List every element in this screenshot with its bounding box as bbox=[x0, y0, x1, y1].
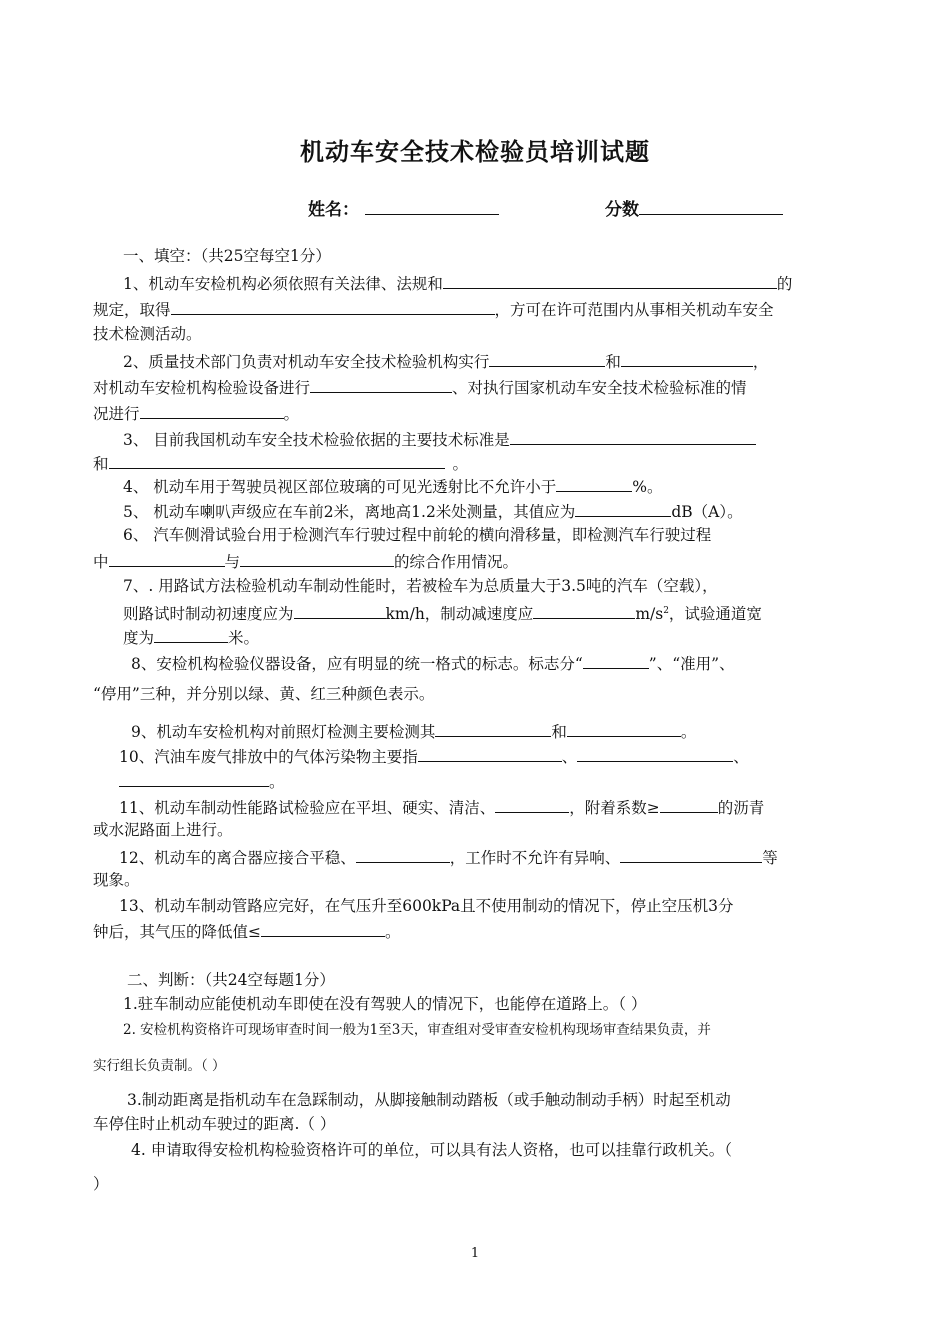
score-field[interactable] bbox=[605, 198, 783, 220]
q3-blank-1[interactable] bbox=[510, 428, 756, 445]
q11-blank-1[interactable] bbox=[495, 796, 569, 813]
q8-blank[interactable] bbox=[583, 652, 649, 669]
q2-blank-3[interactable] bbox=[310, 376, 452, 393]
q3-line1: 3、 目前我国机动车安全技术检验依据的主要技术标准是 bbox=[123, 428, 756, 450]
q12-line1: 12、机动车的离合器应接合平稳、 ，工作时不允许有异响、 等 bbox=[119, 846, 778, 868]
q3-blank-2[interactable] bbox=[109, 452, 445, 469]
q2-line2: 对机动车安检机构检验设备进行 、对执行国家机动车安全技术检验标准的情 bbox=[93, 376, 747, 398]
q11-line1: 11、机动车制动性能路试检验应在平坦、硬实、清洁、 ，附着系数≥ 的沥青 bbox=[119, 796, 764, 818]
q3-line2: 和 。 bbox=[93, 452, 468, 474]
name-blank[interactable] bbox=[365, 198, 499, 215]
q2-blank-1[interactable] bbox=[489, 350, 605, 367]
q13-line2: 钟后，其气压的降低值≤ 。 bbox=[93, 920, 401, 942]
q12-line2: 现象。 bbox=[93, 871, 140, 889]
q8-line1: 8、安检机构检验仪器设备，应有明显的统一格式的标志。标志分“ ”、“准用”、 bbox=[131, 652, 735, 674]
q6-blank-2[interactable] bbox=[240, 550, 394, 567]
q6-blank-1[interactable] bbox=[109, 550, 225, 567]
judge-q1: 1.驻车制动应能使机动车即使在没有驾驶人的情况下，也能停在道路上。（ ） bbox=[123, 995, 647, 1013]
q7-line2: 则路试时制动初速度应为 km/h，制动减速度应 $m/s^2$，试验通道宽 bbox=[123, 601, 762, 624]
q1-blank-2[interactable] bbox=[171, 298, 495, 315]
q11-line2: 或水泥路面上进行。 bbox=[93, 821, 233, 839]
q9-blank-2[interactable] bbox=[567, 720, 681, 737]
q2-line1: 2、质量技术部门负责对机动车安全技术检验机构实行 和 ， bbox=[123, 350, 768, 372]
q8-line2: “停用”三种，并分别以绿、黄、红三种颜色表示。 bbox=[93, 685, 435, 703]
q2-blank-2[interactable] bbox=[621, 350, 753, 367]
judge-q3-line2: 车停住时止机动车驶过的距离.（ ） bbox=[93, 1115, 336, 1133]
q13-blank[interactable] bbox=[261, 920, 385, 937]
judge-q2-line1: 2. 安检机构资格许可现场审查时间一般为1至3天，审查组对受审查安检机构现场审查结果负责，并 bbox=[123, 1022, 711, 1038]
q9-blank-1[interactable] bbox=[435, 720, 551, 737]
q10-blank-1[interactable] bbox=[418, 745, 562, 762]
q4-blank[interactable] bbox=[556, 475, 632, 492]
q4: 4、 机动车用于驾驶员视区部位玻璃的可见光透射比不允许小于 %。 bbox=[123, 475, 663, 497]
q5-blank[interactable] bbox=[575, 500, 671, 517]
q2-blank-4[interactable] bbox=[140, 402, 284, 419]
q13-line1: 13、机动车制动管路应完好，在气压升至600kPa且不使用制动的情况下，停止空压机3分 bbox=[119, 897, 734, 915]
q10-blank-2[interactable] bbox=[577, 745, 733, 762]
q10-blank-3[interactable] bbox=[119, 770, 269, 787]
section-1-heading: 一、填空：（共25空每空1分） bbox=[123, 247, 331, 265]
q10-line1: 10、汽油车废气排放中的气体污染物主要指 、 、 bbox=[119, 745, 749, 767]
q11-blank-2[interactable] bbox=[660, 796, 718, 813]
q12-blank-1[interactable] bbox=[356, 846, 450, 863]
page-title: 机动车安全技术检验员培训试题 bbox=[300, 137, 650, 166]
q7-blank-3[interactable] bbox=[154, 626, 228, 643]
name-label: 姓名： bbox=[308, 200, 359, 220]
q2-line3: 况进行 。 bbox=[93, 402, 299, 424]
q1-blank-1[interactable] bbox=[443, 272, 777, 289]
name-field[interactable] bbox=[308, 198, 499, 220]
q9: 9、机动车安检机构对前照灯检测主要检测其 和 。 bbox=[131, 720, 696, 742]
q1-line3: 技术检测活动。 bbox=[93, 325, 202, 343]
judge-q4-line2: ） bbox=[93, 1175, 109, 1193]
q6-line2: 中 与 的综合作用情况。 bbox=[93, 550, 518, 572]
q7-blank-2[interactable] bbox=[533, 602, 635, 619]
score-blank[interactable] bbox=[639, 198, 783, 215]
score-label: 分数 bbox=[605, 200, 639, 220]
judge-q3-line1: 3.制动距离是指机动车在急踩制动，从脚接触制动踏板（或手触动制动手柄）时起至机动 bbox=[127, 1091, 731, 1109]
q10-line2: 。 bbox=[119, 770, 285, 792]
q6-line1: 6、 汽车侧滑试验台用于检测汽车行驶过程中前轮的横向滑移量，即检测汽车行驶过程 bbox=[123, 526, 712, 544]
q7-line3: 度为 米。 bbox=[123, 626, 259, 648]
section-2-heading: 二、判断：（共24空每题1分） bbox=[127, 971, 335, 989]
q1-line1: 1、机动车安检机构必须依照有关法律、法规和 的 bbox=[123, 272, 792, 294]
q12-blank-2[interactable] bbox=[620, 846, 762, 863]
q5: 5、 机动车喇叭声级应在车前2米，离地高1.2米处测量，其值应为 dB（A）。 bbox=[123, 500, 743, 522]
page-number: 1 bbox=[470, 1246, 480, 1261]
judge-q2-line2: 实行组长负责制。（ ） bbox=[93, 1058, 226, 1074]
judge-q4-line1: 4. 申请取得安检机构检验资格许可的单位，可以具有法人资格，也可以挂靠行政机关。（ bbox=[131, 1141, 732, 1159]
q7-blank-1[interactable] bbox=[294, 602, 386, 619]
q7-line1: 7、. 用路试方法检验机动车制动性能时，若被检车为总质量大于3.5吨的汽车（空载）， bbox=[123, 577, 718, 595]
q1-line2: 规定，取得 ，方可在许可范围内从事相关机动车安全 bbox=[93, 298, 774, 320]
